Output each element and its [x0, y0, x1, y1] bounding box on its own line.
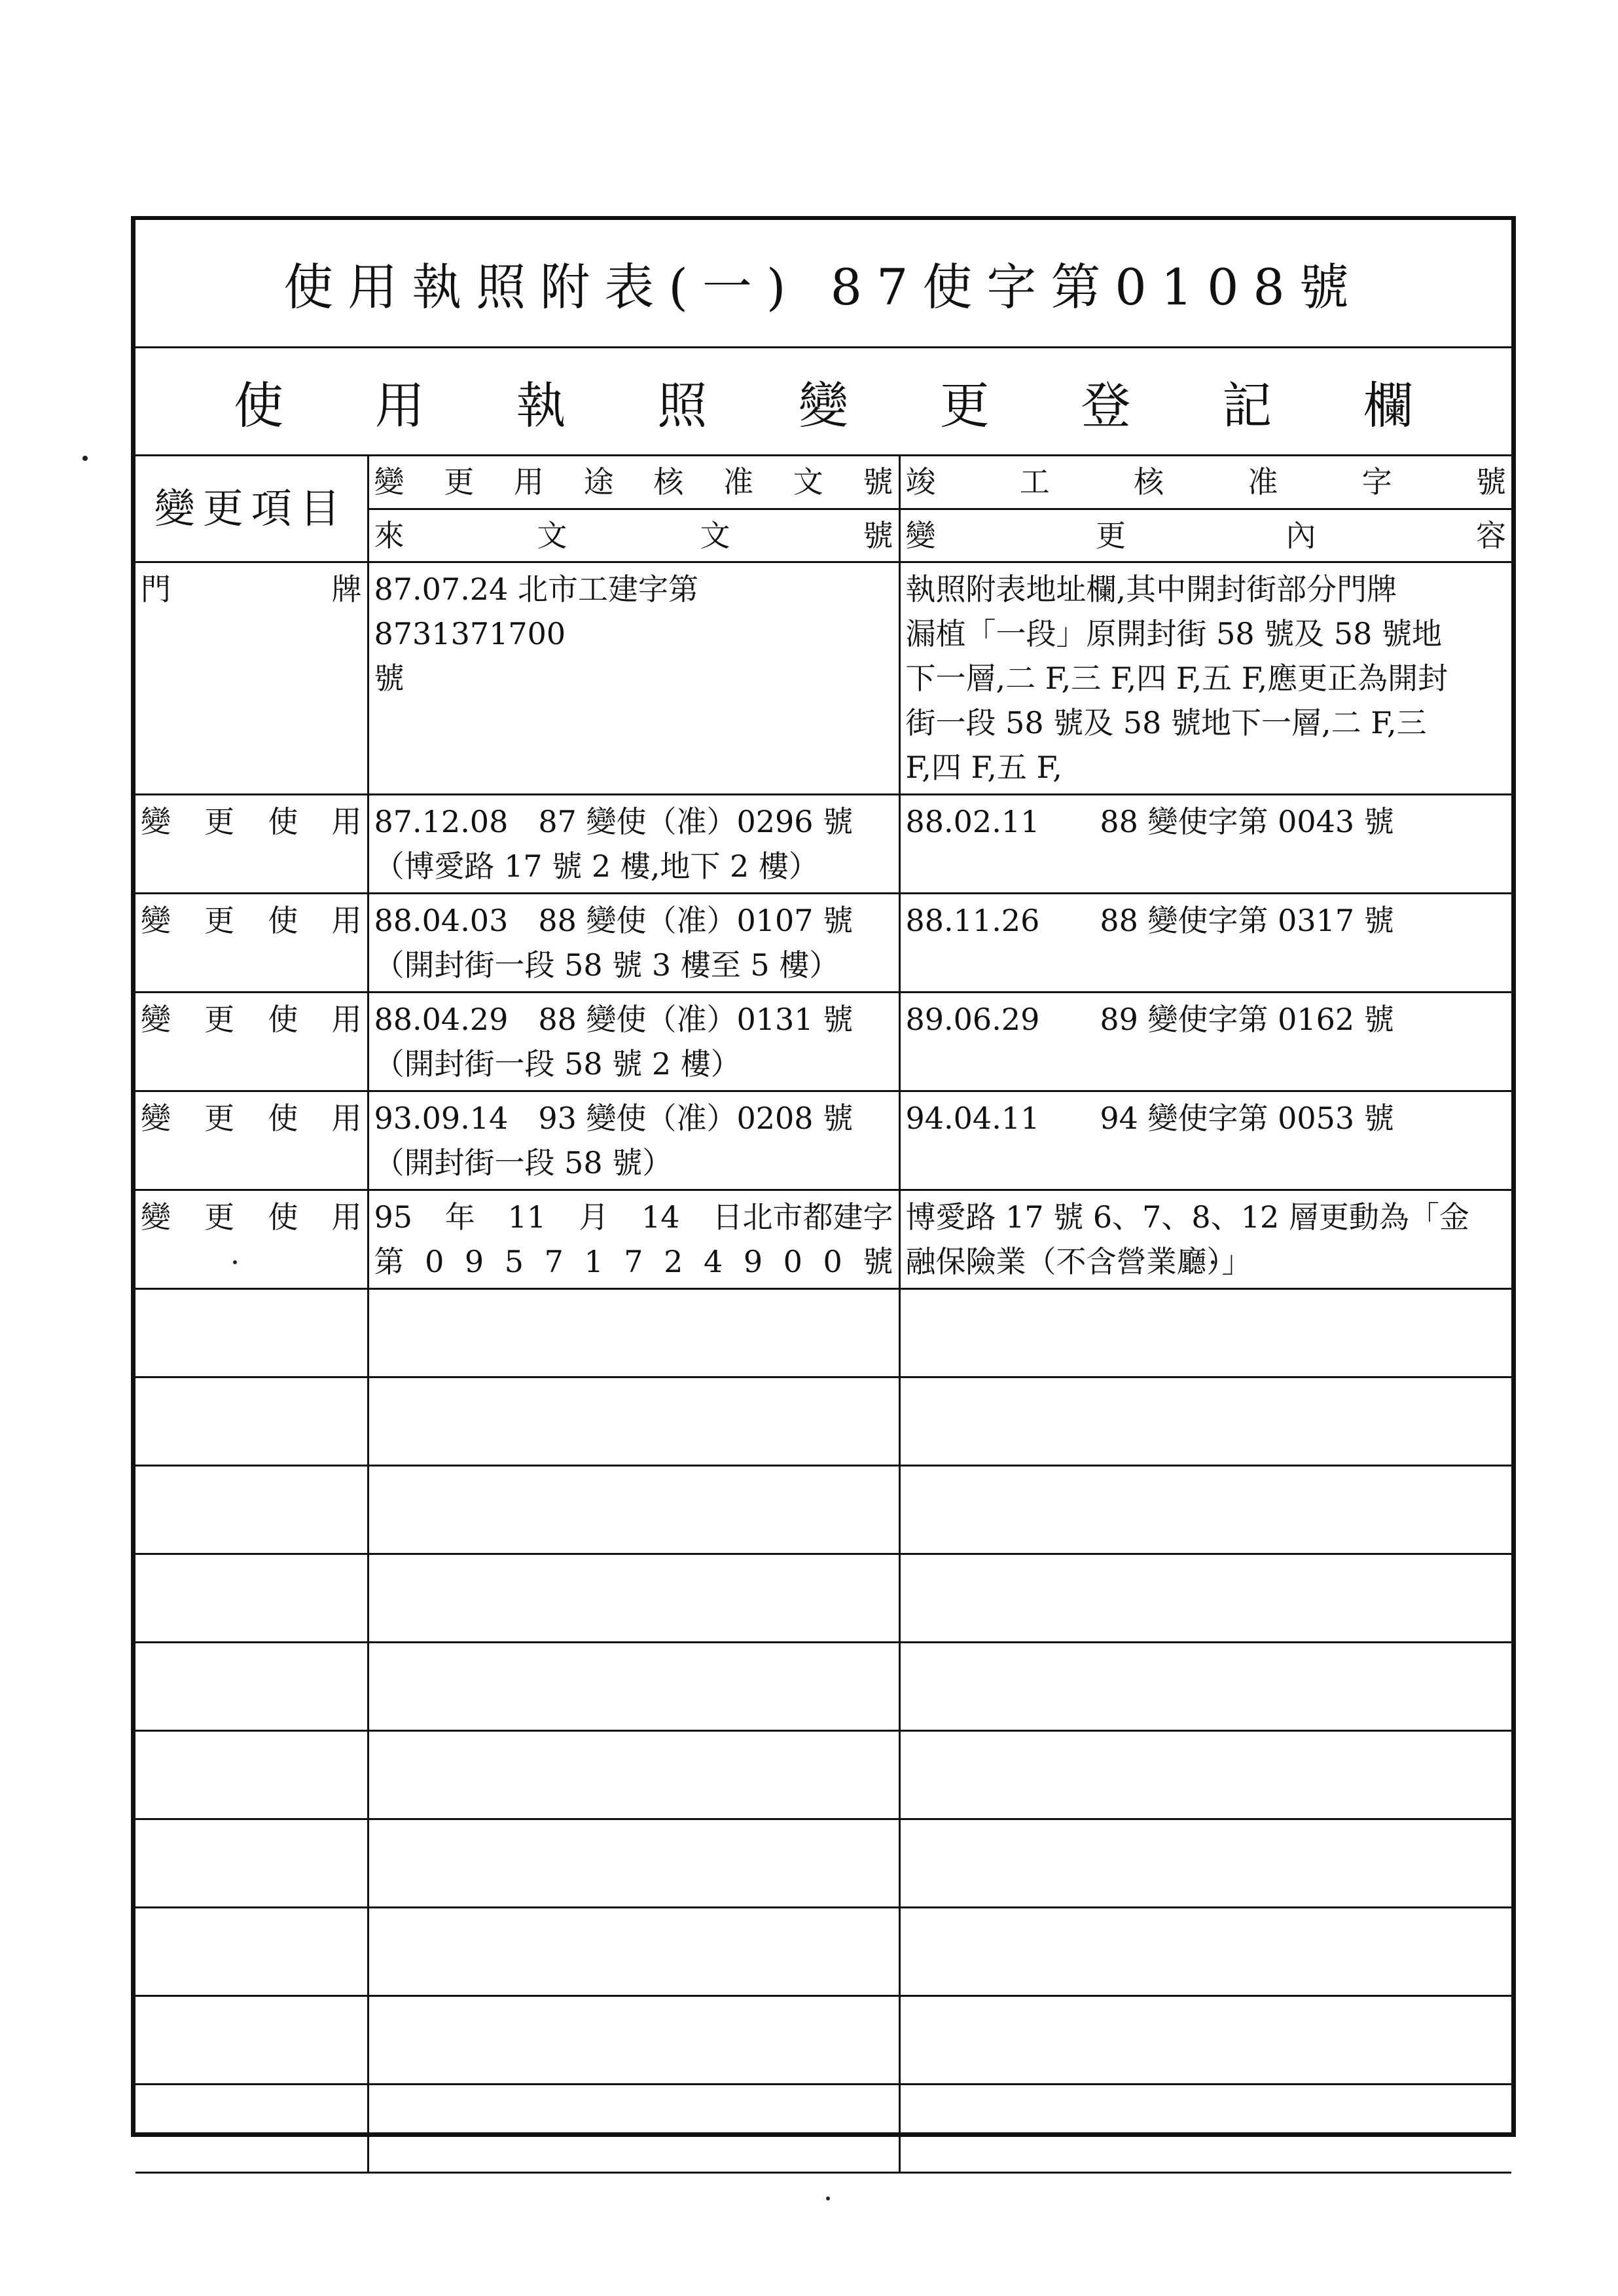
item-char: 用: [331, 902, 362, 938]
change-content-cell: [899, 893, 1511, 992]
cell-line: 87.12.08 87 變使（准）0296 號: [374, 803, 854, 839]
change-item-cell: [135, 893, 368, 992]
table-row: [135, 1190, 1511, 1288]
empty-cell: [135, 1377, 368, 1465]
cell-line: 93.09.14 93 變使（准）0208 號: [374, 1100, 854, 1136]
change-content-cell: [899, 562, 1511, 794]
header-char: 文: [700, 517, 730, 553]
empty-row: [135, 1642, 1511, 1730]
header-approval-no: [368, 456, 899, 509]
item-char: 變: [141, 1199, 171, 1235]
empty-cell: [135, 1730, 368, 1819]
table-row: [135, 1091, 1511, 1190]
empty-cell: [368, 1995, 899, 2084]
cell-token: 0: [425, 1243, 444, 1279]
header-char: 更: [444, 464, 475, 500]
cell-line: 88.11.26 88 變使字第 0317 號: [905, 902, 1394, 938]
cell-line: 融保險業（不含營業廳）」: [905, 1243, 1252, 1279]
cell-line: 下一層,二 F,三 F,四 F,五 F,應更正為開封: [905, 660, 1448, 696]
approval-doc-cell: [368, 794, 899, 893]
subtitle-char: 記: [1222, 376, 1272, 435]
cell-token: 月: [579, 1199, 609, 1235]
empty-cell: [368, 2084, 899, 2172]
item-char: 變: [141, 1100, 171, 1136]
empty-cell: [368, 1465, 899, 1554]
empty-row: [135, 1377, 1511, 1465]
cell-line: 號: [374, 660, 404, 696]
approval-doc-cell: [368, 562, 899, 794]
cell-token: 7: [544, 1243, 564, 1279]
empty-row: [135, 1995, 1511, 2084]
change-item-cell: [135, 794, 368, 893]
item-char: 更: [204, 1100, 235, 1136]
cell-line: 執照附表地址欄,其中開封街部分門牌: [905, 571, 1397, 607]
subtitle-char: 照: [657, 376, 708, 435]
item-char: 使: [268, 1100, 298, 1136]
cell-token: 0: [823, 1243, 842, 1279]
cell-line: F,四 F,五 F,: [905, 749, 1062, 785]
cell-line: （博愛路 17 號 2 樓,地下 2 樓）: [374, 848, 819, 884]
empty-cell: [135, 1907, 368, 1995]
cell-token: 4: [703, 1243, 723, 1279]
item-char: 使: [268, 1001, 298, 1037]
cell-line: （開封街一段 58 號 2 樓）: [374, 1046, 741, 1082]
header-char: 文: [793, 464, 823, 500]
scan-speck: [82, 456, 88, 461]
table-row: [135, 992, 1511, 1091]
empty-cell: [899, 1907, 1511, 1995]
cell-token: 號: [863, 1243, 893, 1279]
cell-token: 95: [374, 1199, 413, 1235]
cell-line: （開封街一段 58 號）: [374, 1144, 673, 1180]
empty-cell: [135, 1642, 368, 1730]
cell-token: 1: [584, 1243, 603, 1279]
empty-cell: [368, 1819, 899, 1907]
header-change-item: 變更項目: [135, 456, 368, 562]
header-char: 工: [1019, 464, 1050, 500]
change-content-cell: [899, 794, 1511, 893]
header-char: 更: [1096, 517, 1126, 553]
cell-token: 第: [374, 1243, 404, 1279]
header-completion-no: [899, 456, 1511, 509]
item-char: 用: [331, 1100, 362, 1136]
change-registry-table: [135, 456, 1511, 2174]
header-char: 竣: [905, 464, 936, 500]
empty-cell: [368, 1554, 899, 1642]
header-char: 內: [1285, 517, 1316, 553]
header-char: 來: [374, 517, 404, 553]
subtitle-char: 執: [516, 376, 566, 435]
subtitle-char: 用: [374, 376, 425, 435]
cell-line: 87.07.24 北市工建字第 8731371700: [374, 571, 698, 651]
cell-line: 89.06.29 89 變使字第 0162 號: [905, 1001, 1394, 1037]
empty-cell: [135, 1995, 368, 2084]
cell-line: （開封街一段 58 號 3 樓至 5 樓）: [374, 947, 840, 983]
header-char: 文: [537, 517, 567, 553]
table-row: [135, 893, 1511, 992]
empty-cell: [135, 1288, 368, 1377]
item-char: 更: [204, 1199, 235, 1235]
subtitle-char: 登: [1081, 376, 1131, 435]
cell-line: 漏植「一段」原開封街 58 號及 58 號地: [905, 615, 1443, 651]
cell-line: 88.04.03 88 變使（准）0107 號: [374, 902, 854, 938]
empty-row: [135, 2084, 1511, 2172]
change-item-cell: [135, 1091, 368, 1190]
header-row-top: [135, 456, 1511, 509]
empty-cell: [368, 1288, 899, 1377]
item-char: 使: [268, 902, 298, 938]
empty-cell: [899, 1377, 1511, 1465]
change-content-cell: [899, 1190, 1511, 1288]
header-char: 途: [583, 464, 614, 500]
empty-cell: [135, 1819, 368, 1907]
approval-doc-cell: [368, 1190, 899, 1288]
header-char: 字: [1361, 464, 1392, 500]
empty-cell: [899, 1730, 1511, 1819]
empty-cell: [135, 2084, 368, 2172]
change-content-cell: [899, 992, 1511, 1091]
subtitle-char: 變: [799, 376, 848, 435]
cell-token: 7: [624, 1243, 643, 1279]
header-incoming-doc-no: [368, 509, 899, 562]
cell-token: 年: [444, 1199, 475, 1235]
form-title: 使用執照附表(一) 87使字第0108號: [135, 220, 1511, 348]
header-char: 准: [1248, 464, 1278, 500]
item-char: 變: [141, 803, 171, 839]
empty-cell: [368, 1907, 899, 1995]
item-char: 更: [204, 1001, 235, 1037]
empty-cell: [135, 1465, 368, 1554]
cell-token: 9: [743, 1243, 763, 1279]
change-item-cell: [135, 992, 368, 1091]
cell-line: 88.04.29 88 變使（准）0131 號: [374, 1001, 854, 1037]
cell-token: 9: [464, 1243, 484, 1279]
empty-cell: [368, 1377, 899, 1465]
scan-speck: [826, 2196, 830, 2200]
empty-cell: [368, 1642, 899, 1730]
header-char: 號: [1475, 464, 1506, 500]
item-char: 用: [331, 1199, 362, 1235]
empty-cell: [368, 1730, 899, 1819]
item-char: 用: [331, 1001, 362, 1037]
empty-cell: [899, 1995, 1511, 2084]
subtitle-char: 更: [939, 376, 990, 435]
empty-row: [135, 1907, 1511, 1995]
license-appendix-form: [131, 216, 1516, 2137]
header-char: 號: [863, 464, 893, 500]
empty-row: [135, 1554, 1511, 1642]
change-content-cell: [899, 1091, 1511, 1190]
header-char: 變: [374, 464, 404, 500]
empty-row: [135, 1288, 1511, 1377]
item-char: 牌: [331, 571, 362, 607]
header-char: 號: [863, 517, 893, 553]
change-item-cell: [135, 1190, 368, 1288]
cell-line: 88.02.11 88 變使字第 0043 號: [905, 803, 1394, 839]
empty-cell: [899, 1819, 1511, 1907]
cell-token: 11: [507, 1199, 547, 1235]
cell-line: 94.04.11 94 變使字第 0053 號: [905, 1100, 1394, 1136]
empty-row: [135, 1819, 1511, 1907]
item-char: 門: [141, 571, 171, 607]
empty-cell: [899, 1465, 1511, 1554]
item-char: 使: [268, 1199, 298, 1235]
item-char: 更: [204, 803, 235, 839]
empty-cell: [899, 2084, 1511, 2172]
item-char: 變: [141, 902, 171, 938]
cell-token: 2: [664, 1243, 683, 1279]
item-char: 用: [331, 803, 362, 839]
header-char: 核: [1134, 464, 1164, 500]
cell-token: 5: [504, 1243, 524, 1279]
cell-line: 街一段 58 號及 58 號地下一層,二 F,三: [905, 704, 1427, 740]
item-char: 更: [204, 902, 235, 938]
empty-cell: [899, 1642, 1511, 1730]
form-subtitle: [135, 348, 1511, 456]
item-char: 變: [141, 1001, 171, 1037]
approval-doc-cell: [368, 893, 899, 992]
cell-token: 14: [641, 1199, 680, 1235]
empty-row: [135, 1730, 1511, 1819]
subtitle-char: 欄: [1363, 376, 1413, 435]
table-row: [135, 562, 1511, 794]
change-item-cell: [135, 562, 368, 794]
header-char: 用: [513, 464, 544, 500]
header-char: 准: [723, 464, 754, 500]
cell-token: 日北市都建字: [712, 1199, 893, 1235]
cell-line: 博愛路 17 號 6、7、8、12 層更動為「金: [905, 1199, 1469, 1235]
item-char: 使: [268, 803, 298, 839]
subtitle-char: 使: [234, 376, 283, 435]
empty-row: [135, 1465, 1511, 1554]
approval-doc-cell: [368, 1091, 899, 1190]
empty-cell: [135, 1554, 368, 1642]
empty-cell: [899, 1554, 1511, 1642]
empty-cell: [899, 1288, 1511, 1377]
cell-token: 0: [783, 1243, 802, 1279]
header-char: 容: [1476, 517, 1506, 553]
approval-doc-cell: [368, 992, 899, 1091]
header-char: 核: [653, 464, 684, 500]
header-change-content: [899, 509, 1511, 562]
table-row: [135, 794, 1511, 893]
header-char: 變: [905, 517, 936, 553]
